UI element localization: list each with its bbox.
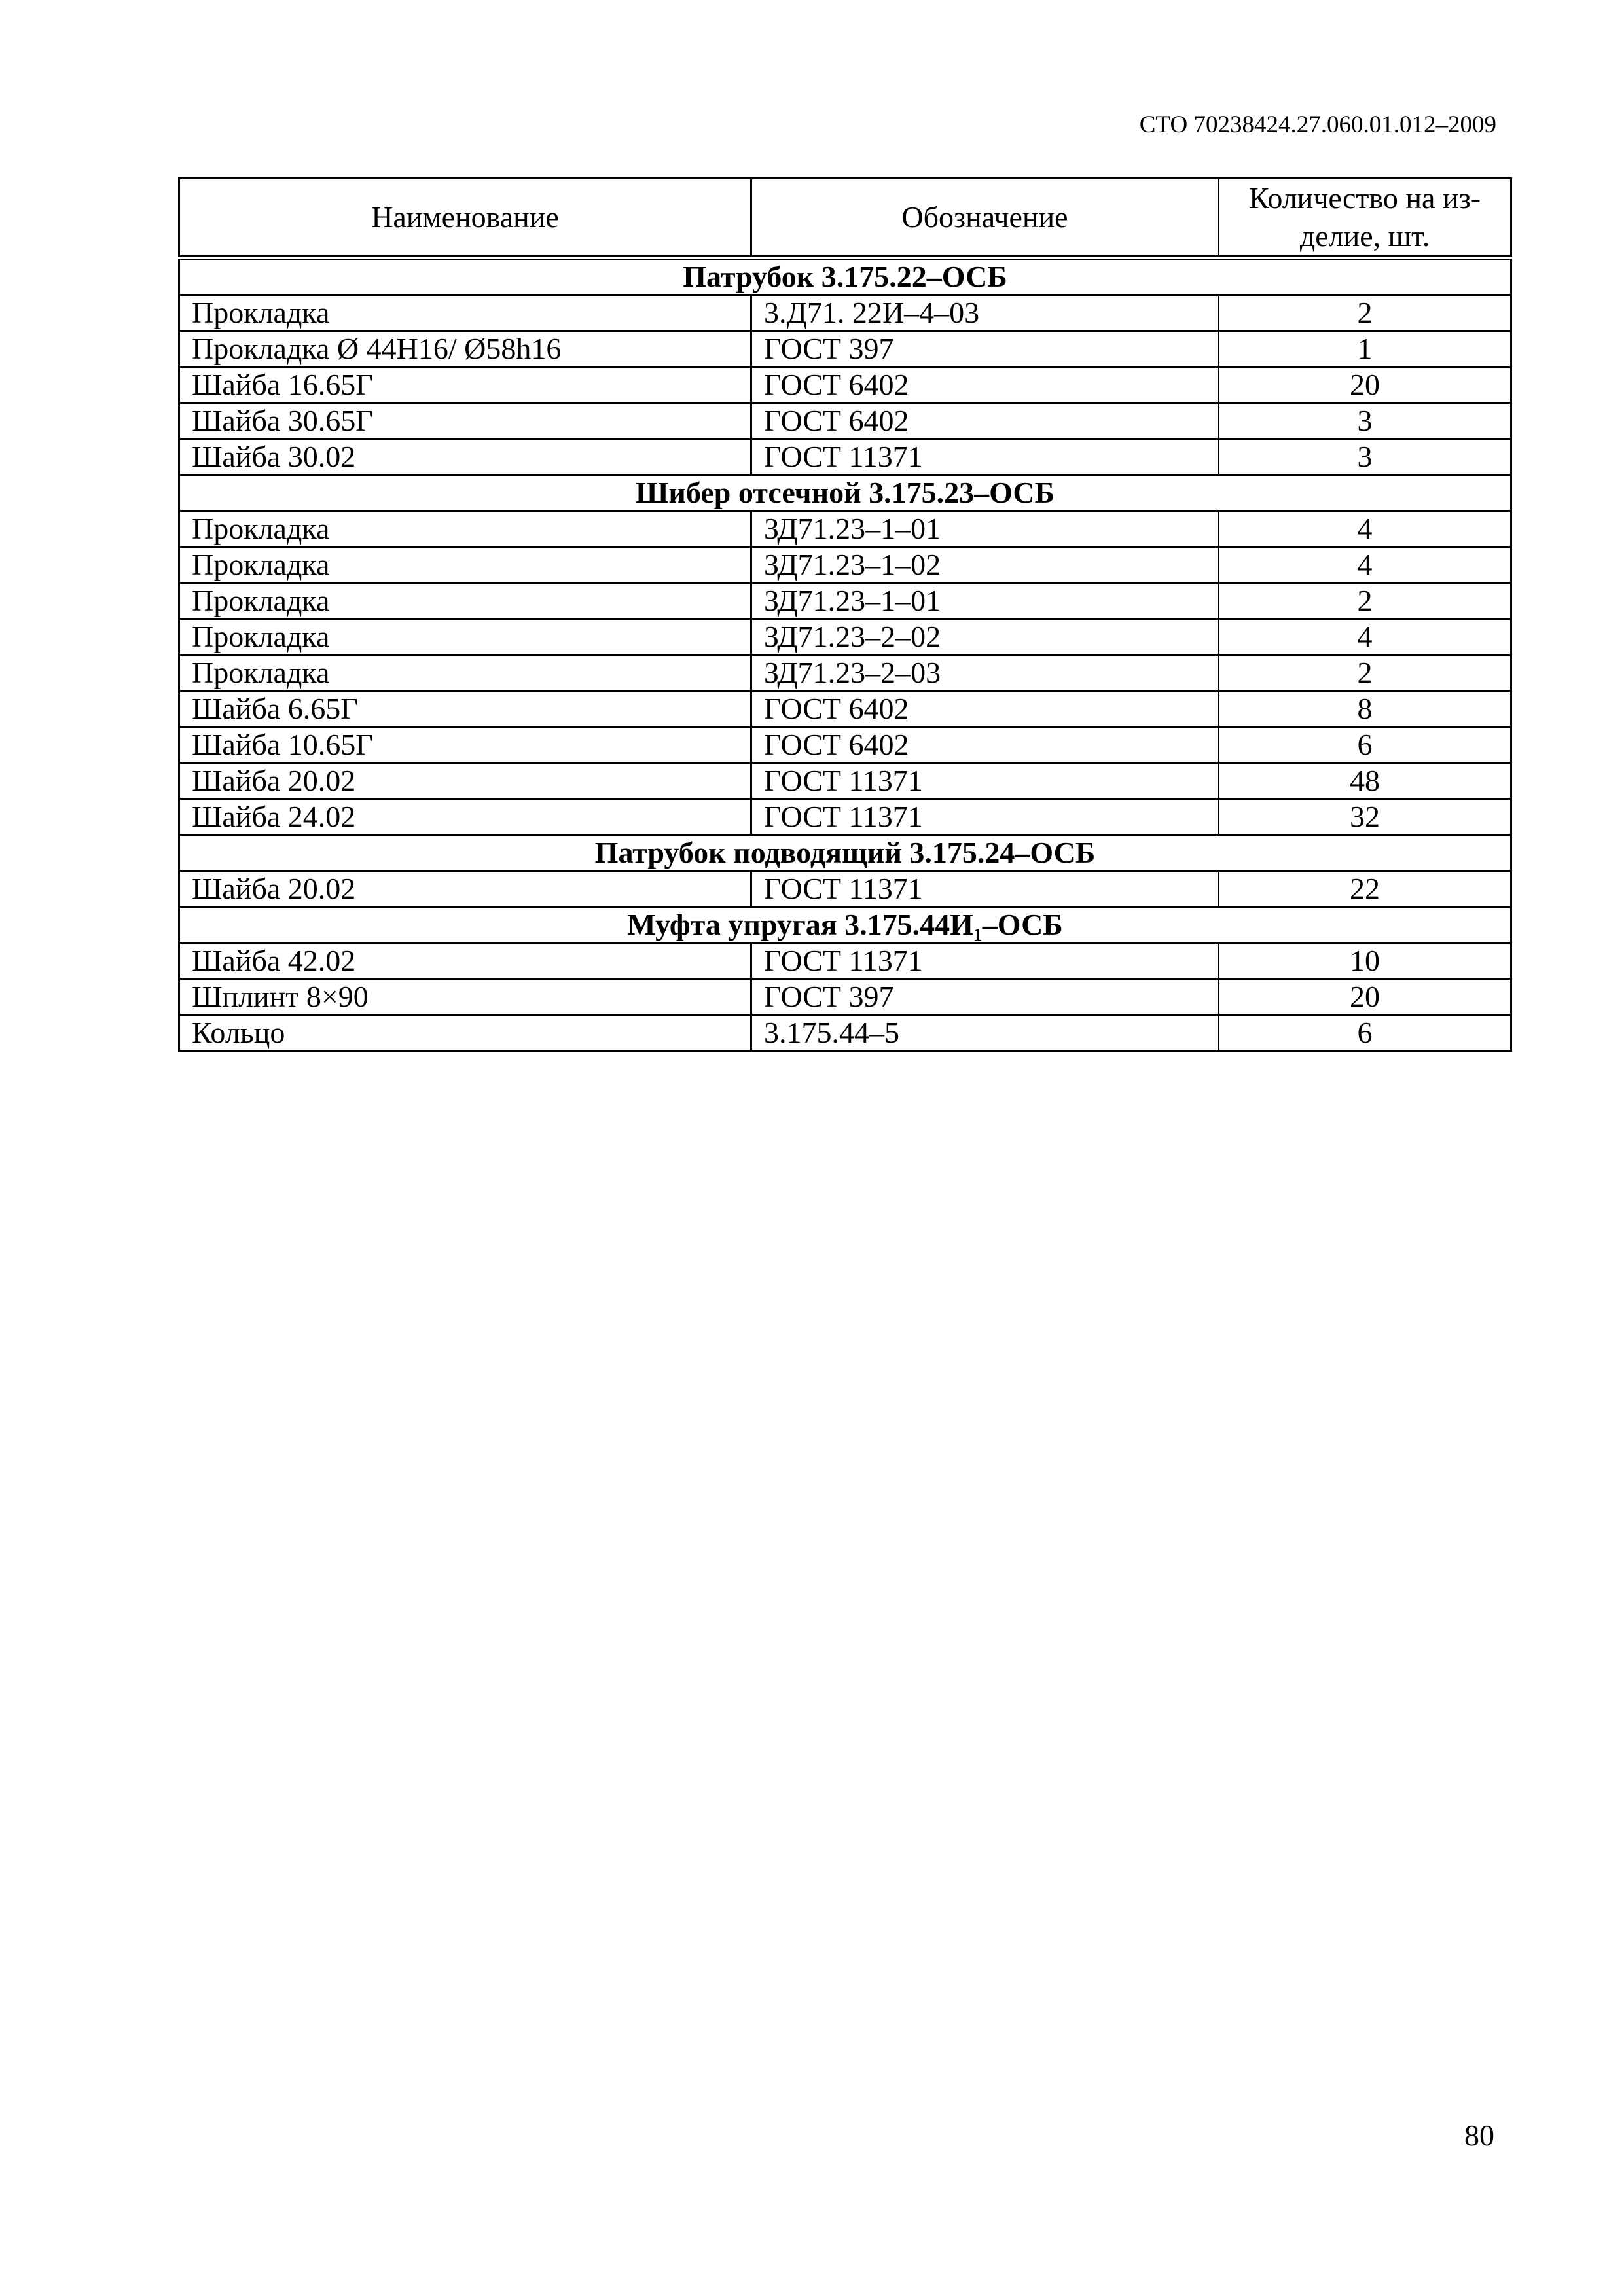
- table-row: [179, 799, 1511, 835]
- item-quantity: 48: [1219, 763, 1511, 799]
- item-designation: ЗД71.23–2–02: [751, 619, 1219, 655]
- column-header-name: Наименование: [179, 179, 751, 258]
- document-code: СТО 70238424.27.060.01.012–2009: [1139, 111, 1496, 138]
- table-row: [179, 943, 1511, 979]
- item-quantity: 6: [1219, 727, 1511, 763]
- item-name: Прокладка: [179, 295, 751, 331]
- table-header-row: [179, 179, 1511, 258]
- item-designation: ГОСТ 6402: [751, 367, 1219, 403]
- item-designation: ГОСТ 397: [751, 331, 1219, 367]
- table-row: [179, 295, 1511, 331]
- item-designation: ГОСТ 397: [751, 979, 1219, 1015]
- item-name: Прокладка Ø 44H16/ Ø58h16: [179, 331, 751, 367]
- item-name: Шайба 6.65Г: [179, 691, 751, 727]
- table-row: [179, 547, 1511, 583]
- item-designation: ГОСТ 6402: [751, 727, 1219, 763]
- item-designation: 3.175.44–5: [751, 1015, 1219, 1051]
- item-quantity: 10: [1219, 943, 1511, 979]
- item-name: Шайба 10.65Г: [179, 727, 751, 763]
- table-row: [179, 367, 1511, 403]
- table-row: [179, 439, 1511, 475]
- item-quantity: 2: [1219, 583, 1511, 619]
- item-name: Прокладка: [179, 511, 751, 547]
- item-name: Прокладка: [179, 619, 751, 655]
- table-group-row: [179, 835, 1511, 871]
- item-name: Шайба 24.02: [179, 799, 751, 835]
- item-quantity: 2: [1219, 655, 1511, 691]
- item-quantity: 1: [1219, 331, 1511, 367]
- table-row: [179, 511, 1511, 547]
- table-row: [179, 691, 1511, 727]
- table-row: [179, 331, 1511, 367]
- table-row: [179, 727, 1511, 763]
- item-designation: ЗД71.23–1–01: [751, 511, 1219, 547]
- table-row: [179, 979, 1511, 1015]
- table-body: [179, 258, 1511, 1051]
- table-group-row: [179, 907, 1511, 943]
- table-row: [179, 583, 1511, 619]
- item-designation: ЗД71.23–1–01: [751, 583, 1219, 619]
- table-row: [179, 763, 1511, 799]
- item-name: Шайба 30.02: [179, 439, 751, 475]
- table-group-row: [179, 475, 1511, 511]
- item-designation: ГОСТ 11371: [751, 763, 1219, 799]
- item-designation: ГОСТ 6402: [751, 403, 1219, 439]
- item-quantity: 22: [1219, 871, 1511, 907]
- table-row: [179, 619, 1511, 655]
- page-number: 80: [1464, 2119, 1494, 2152]
- table-row: [179, 403, 1511, 439]
- item-name: Прокладка: [179, 583, 751, 619]
- item-designation: ГОСТ 11371: [751, 871, 1219, 907]
- item-quantity: 4: [1219, 619, 1511, 655]
- item-name: Прокладка: [179, 547, 751, 583]
- item-quantity: 20: [1219, 979, 1511, 1015]
- group-title: Муфта упругая 3.175.44И₁–ОСБ: [179, 907, 1511, 943]
- item-designation: ГОСТ 6402: [751, 691, 1219, 727]
- item-designation: ЗД71.23–2–03: [751, 655, 1219, 691]
- column-header-code: Обозначение: [751, 179, 1219, 258]
- item-designation: ГОСТ 11371: [751, 799, 1219, 835]
- specification-table: [178, 177, 1512, 1052]
- item-name: Прокладка: [179, 655, 751, 691]
- item-designation: ГОСТ 11371: [751, 439, 1219, 475]
- item-name: Шайба 16.65Г: [179, 367, 751, 403]
- group-title: Шибер отсечной 3.175.23–ОСБ: [179, 475, 1511, 511]
- item-name: Шайба 20.02: [179, 871, 751, 907]
- group-title: Патрубок подводящий 3.175.24–ОСБ: [179, 835, 1511, 871]
- group-title: Патрубок 3.175.22–ОСБ: [179, 258, 1511, 295]
- item-designation: ЗД71.23–1–02: [751, 547, 1219, 583]
- item-name: Шайба 30.65Г: [179, 403, 751, 439]
- item-quantity: 20: [1219, 367, 1511, 403]
- item-quantity: 4: [1219, 511, 1511, 547]
- item-quantity: 2: [1219, 295, 1511, 331]
- item-quantity: 32: [1219, 799, 1511, 835]
- column-header-quantity: Количество на из-делие, шт.: [1219, 179, 1511, 258]
- item-quantity: 3: [1219, 403, 1511, 439]
- item-name: Шайба 20.02: [179, 763, 751, 799]
- item-quantity: 8: [1219, 691, 1511, 727]
- item-designation: ГОСТ 11371: [751, 943, 1219, 979]
- table-row: [179, 655, 1511, 691]
- item-quantity: 4: [1219, 547, 1511, 583]
- item-name: Шплинт 8×90: [179, 979, 751, 1015]
- table-row: [179, 871, 1511, 907]
- item-quantity: 6: [1219, 1015, 1511, 1051]
- item-name: Шайба 42.02: [179, 943, 751, 979]
- table-group-row: [179, 258, 1511, 295]
- item-name: Кольцо: [179, 1015, 751, 1051]
- item-designation: 3.Д71. 22И–4–03: [751, 295, 1219, 331]
- table-row: [179, 1015, 1511, 1051]
- item-quantity: 3: [1219, 439, 1511, 475]
